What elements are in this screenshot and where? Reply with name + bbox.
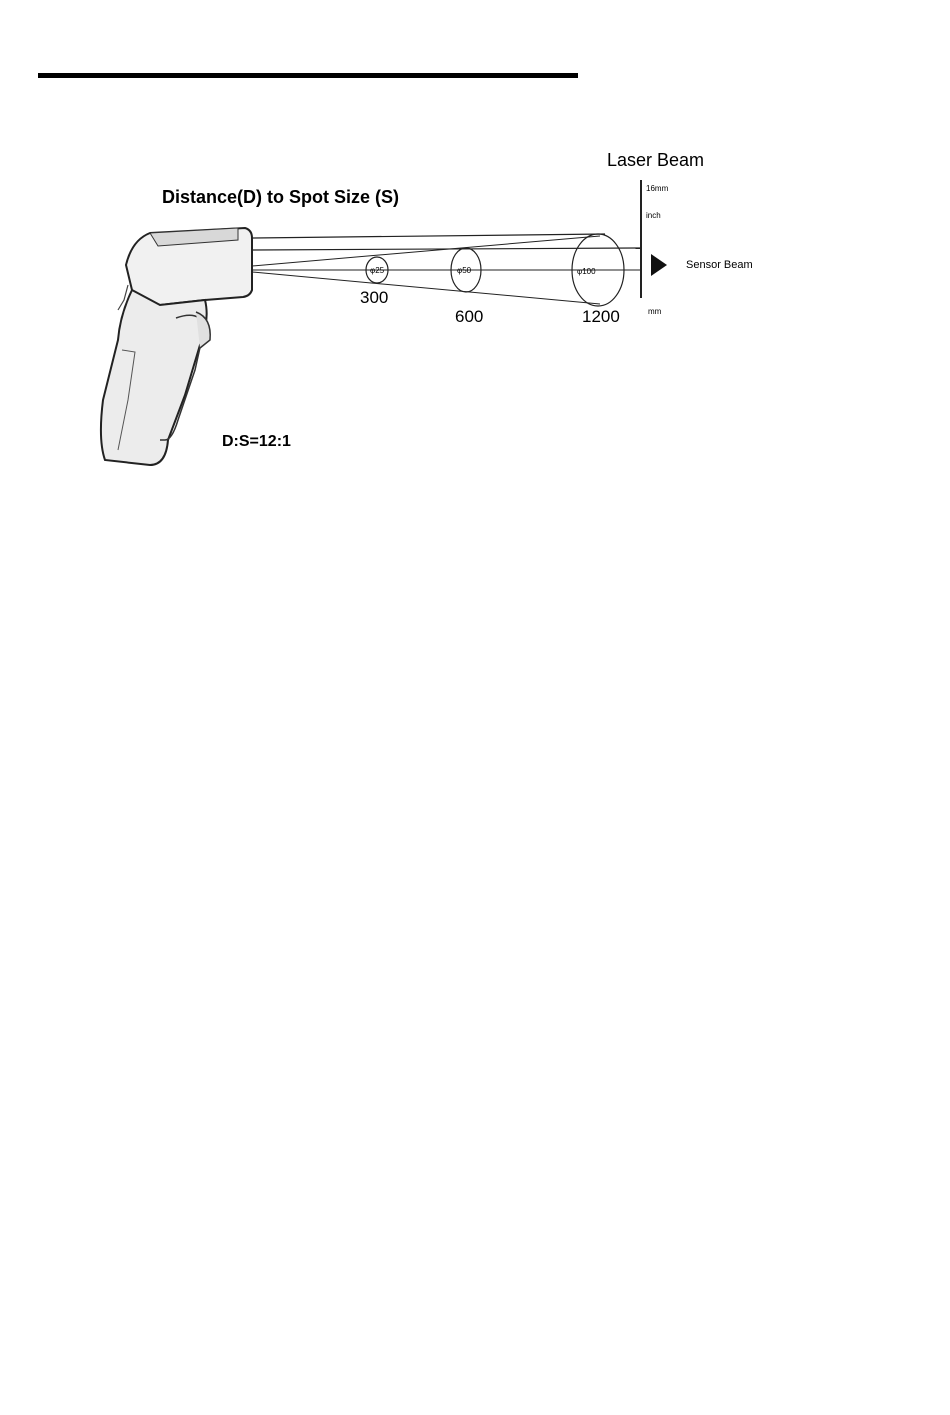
svg-text:φ100: φ100 (577, 267, 596, 276)
ratio-label: D:S=12:1 (222, 433, 291, 450)
distance-300-label: 300 (360, 288, 389, 307)
svg-text:φ50: φ50 (457, 266, 472, 275)
laser-spec-mid: inch (646, 211, 661, 220)
svg-text:φ25: φ25 (370, 266, 385, 275)
laser-spec-top: 16mm (646, 184, 669, 193)
ir-thermometer-icon (101, 228, 252, 465)
distance-to-spot-diagram (0, 0, 950, 520)
laser-beam-label: Laser Beam (607, 150, 705, 170)
sensor-beam-label: Sensor Beam (686, 259, 753, 271)
sensor-beam-arrow-icon (651, 254, 667, 276)
unit-label: mm (648, 307, 662, 316)
distance-600-label: 600 (455, 307, 484, 326)
distance-1200-label: 1200 (582, 307, 620, 326)
diagram-title: Distance(D) to Spot Size (S) (162, 187, 400, 207)
